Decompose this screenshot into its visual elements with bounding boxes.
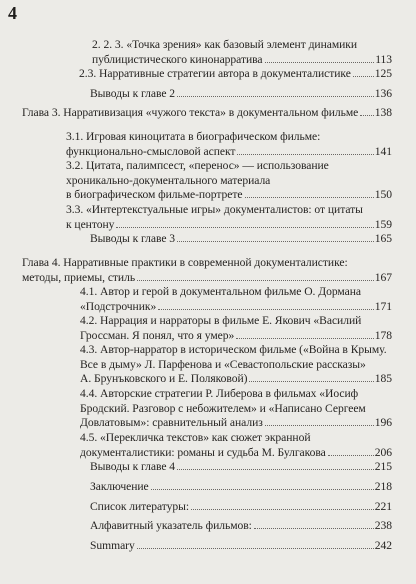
toc-entry-title-line: 3.3. «Интертекстуальные игры» документалистов: от цитаты <box>66 203 363 216</box>
toc-entry <box>90 519 392 534</box>
dot-leader <box>137 548 374 549</box>
toc-entry-title-line: Все в дыму» Л. Парфенова и «Севастопольские рассказы» <box>80 357 366 371</box>
toc-page-number: 206 <box>374 445 392 459</box>
toc-entry <box>90 500 392 515</box>
toc-entry <box>66 159 392 203</box>
toc-entry-title-line: Список литературы: <box>90 500 190 513</box>
toc-entry <box>90 460 392 475</box>
toc-entry-title-line: хроникально-документального материала <box>66 173 271 187</box>
toc-page-number: 178 <box>374 328 392 342</box>
toc-entry-title-line: Алфавитный указатель фильмов: <box>90 519 252 532</box>
dot-leader <box>236 338 374 339</box>
toc-entry <box>80 314 392 343</box>
toc-entry-title-line: в биографическом фильме-портрете <box>66 188 243 201</box>
dot-leader <box>177 96 374 97</box>
toc-page-number: 113 <box>375 52 392 66</box>
toc-entry <box>66 130 392 159</box>
toc-entry-title-line: 4.4. Авторские стратегии Р. Либерова в фильмах «Иосиф <box>80 387 359 400</box>
toc-entry <box>80 431 392 460</box>
toc-entry <box>66 203 392 232</box>
toc-entry-title-line: Summary <box>90 539 135 552</box>
toc-entry-title-line: А. Брунъковского и Е. Поляковой) <box>80 372 248 385</box>
toc-entry-title-line: публицистического кинонарратива <box>92 52 263 66</box>
page-number: 4 <box>8 3 17 23</box>
dot-leader <box>245 197 374 198</box>
dot-leader <box>151 489 374 490</box>
toc-entry <box>90 87 392 102</box>
toc-entry-title-line: документалистики: романы и судьба М. Булгакова <box>80 445 326 459</box>
dot-leader <box>265 62 375 63</box>
toc-entry <box>22 256 392 285</box>
dot-leader <box>177 469 374 470</box>
toc-entry-title-line: 4.1. Автор и герой в документальном фильме О. Дормана <box>80 285 361 298</box>
toc-entry <box>80 343 392 387</box>
toc-entry-title-line: 3.1. Игровая киноцитата в биографическом фильме: <box>66 130 321 143</box>
toc-entry-title-line: Гроссман. Я понял, что я умер» <box>80 328 235 342</box>
toc-page-number: 138 <box>374 106 392 119</box>
toc-entry-title-line: 2.3. Нарративные стратегии автора в документалистике <box>79 67 351 80</box>
toc-entry-title-line: Выводы к главе 4 <box>90 460 176 473</box>
dot-leader <box>328 455 374 456</box>
toc-entry <box>90 480 392 495</box>
toc-entry-title-line: Заключение <box>90 480 149 493</box>
toc-entry-title-line: 4.2. Наррация и нарраторы в фильме Е. Якович «Василий <box>80 314 362 327</box>
toc-page-number: 185 <box>374 372 392 385</box>
toc-entry-title-line: Выводы к главе 3 <box>90 232 176 245</box>
toc-entry-title-line: Довлатовым»: сравнительный анализ <box>80 416 263 429</box>
toc-page-number: 238 <box>374 519 392 532</box>
toc-entry-title-line: Глава 4. Нарративные практики в современной документалистике: <box>22 256 348 269</box>
toc-entry <box>80 387 392 431</box>
toc-entry <box>90 539 392 554</box>
toc-entry-title-line: Выводы к главе 2 <box>90 87 176 100</box>
dot-leader <box>249 381 373 382</box>
dot-leader <box>177 241 374 242</box>
dot-leader <box>116 227 373 228</box>
dot-leader <box>254 528 374 529</box>
toc-entry-title-line: методы, приемы, стиль <box>22 270 136 284</box>
toc-entry <box>90 232 392 247</box>
toc-page-number: 159 <box>374 217 392 231</box>
toc-page-number: 141 <box>374 144 392 158</box>
toc-entry-title-line: 4.5. «Перекличка текстов» как сюжет экранной <box>80 431 311 444</box>
toc-page-number: 165 <box>374 232 392 245</box>
toc-page-number: 221 <box>374 500 392 513</box>
dot-leader <box>237 154 373 155</box>
dot-leader <box>265 425 374 426</box>
toc-entry <box>22 106 392 121</box>
toc-page-number: 171 <box>374 299 392 313</box>
dot-leader <box>191 509 374 510</box>
toc-entry-title-line: 4.3. Автор-нарратор в историческом фильме («Война в Крыму. <box>80 343 387 356</box>
dot-leader <box>158 309 374 310</box>
toc-page-number: 167 <box>374 270 392 284</box>
toc-page-number: 125 <box>374 67 392 80</box>
toc-page-number: 218 <box>374 480 392 493</box>
toc-entry-title-line: 2. 2. 3. «Точка зрения» как базовый элемент динамики <box>92 38 358 51</box>
dot-leader <box>360 115 374 116</box>
toc-entry-title-line: 3.2. Цитата, палимпсест, «перенос» — использование <box>66 159 329 172</box>
toc-page-number: 150 <box>374 188 392 201</box>
toc-entry-title-line: к центону <box>66 217 115 231</box>
toc-entry-title-line: Глава 3. Нарративизация «чужого текста» в документальном фильме <box>22 106 359 119</box>
toc-entry <box>80 285 392 314</box>
toc-page-number: 242 <box>374 539 392 552</box>
toc-entry-title-line: функционально-смысловой аспект <box>66 144 236 158</box>
toc-entry-title-line: «Подстрочник» <box>80 299 157 313</box>
toc-page-number: 136 <box>374 87 392 100</box>
toc-page-number: 215 <box>374 460 392 473</box>
toc-entry-title-line: Бродский. Разговор с небожителем» и «Написано Сергеем <box>80 401 366 415</box>
dot-leader <box>353 76 374 77</box>
dot-leader <box>137 280 374 281</box>
toc-entry <box>92 38 392 67</box>
toc-page-number: 196 <box>374 416 392 429</box>
toc-entry <box>79 67 392 82</box>
